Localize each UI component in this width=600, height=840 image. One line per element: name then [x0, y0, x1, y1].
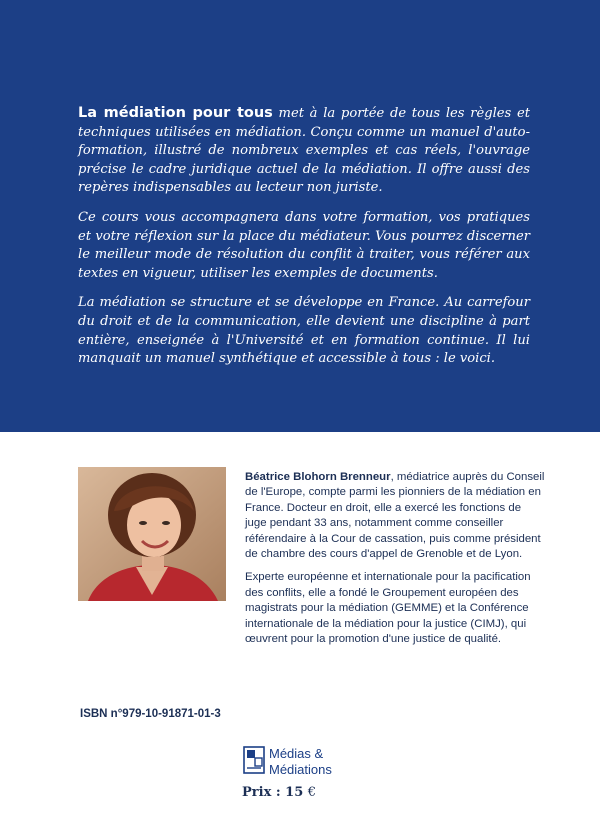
blurb-text	[78, 104, 530, 380]
blurb-paragraph-1-text: met à la portée de tous les règles et techniques utilisées en médiation. Conçu comme un manuel d'auto-formation, illustré de nombreux exemples et cas réels, l'ouvrage précise le cadre juridique actuel de la médiation. Il offre aussi des repères indispensables au lecteur non juriste.	[78, 106, 531, 196]
isbn-number: ISBN n°979-10-91871-01-3	[80, 708, 221, 720]
blurb-paragraph-2: Ce cours vous accompagnera dans votre formation, vos pratiques et votre réflexion sur la place du médiateur. Vous pourrez discerner le meilleur mode de résolution du conflit à traiter, vous référer aux textes en vigueur, utiliser les exemples de documents.	[78, 209, 530, 281]
blurb-lead-title: La médiation pour tous	[78, 105, 273, 121]
publisher-name-line-2: Médiations	[269, 762, 332, 777]
author-bio	[245, 470, 545, 655]
publisher-name-line-1: Médias &	[269, 746, 324, 761]
price	[242, 785, 316, 800]
price-label: Prix : 15	[242, 785, 304, 800]
publisher-logo-icon	[243, 746, 267, 776]
price-currency: €	[307, 785, 317, 800]
author-portrait-image	[78, 467, 226, 601]
author-bio-paragraph-1	[245, 470, 545, 562]
author-bio-paragraph-2: Experte européenne et internationale pour la pacification des conflits, elle a fondé le Groupement européen des magistrats pour la médiation (GEMME) et la Conférence internationale de la médiation pour la justice (CIMJ), qui œuvrent pour la promotion d'une justice de qualité.	[245, 571, 531, 646]
author-portrait	[78, 467, 226, 601]
publisher-logo	[243, 746, 353, 782]
blurb-paragraph-1	[78, 104, 530, 198]
blurb-paragraph-3: La médiation se structure et se développe en France. Au carrefour du droit et de la communication, elle devient une discipline à part entière, enseignée à l'Université et en formation continue. Il lui manquait un manuel synthétique et accessible à tous : le voici.	[78, 295, 530, 367]
author-bio-paragraph-1-text: , médiatrice auprès du Conseil de l'Europe, compte parmi les pionniers de la médiation en France. Docteur en droit, elle a exercé les fonctions de juge pendant 33 ans, notamment comme conseiller référendaire à la Cour de cassation, puis comme président de chambre des cours d'appel de Grenoble et de Lyon.	[245, 471, 545, 561]
author-name: Béatrice Blohorn Brenneur	[245, 471, 391, 483]
